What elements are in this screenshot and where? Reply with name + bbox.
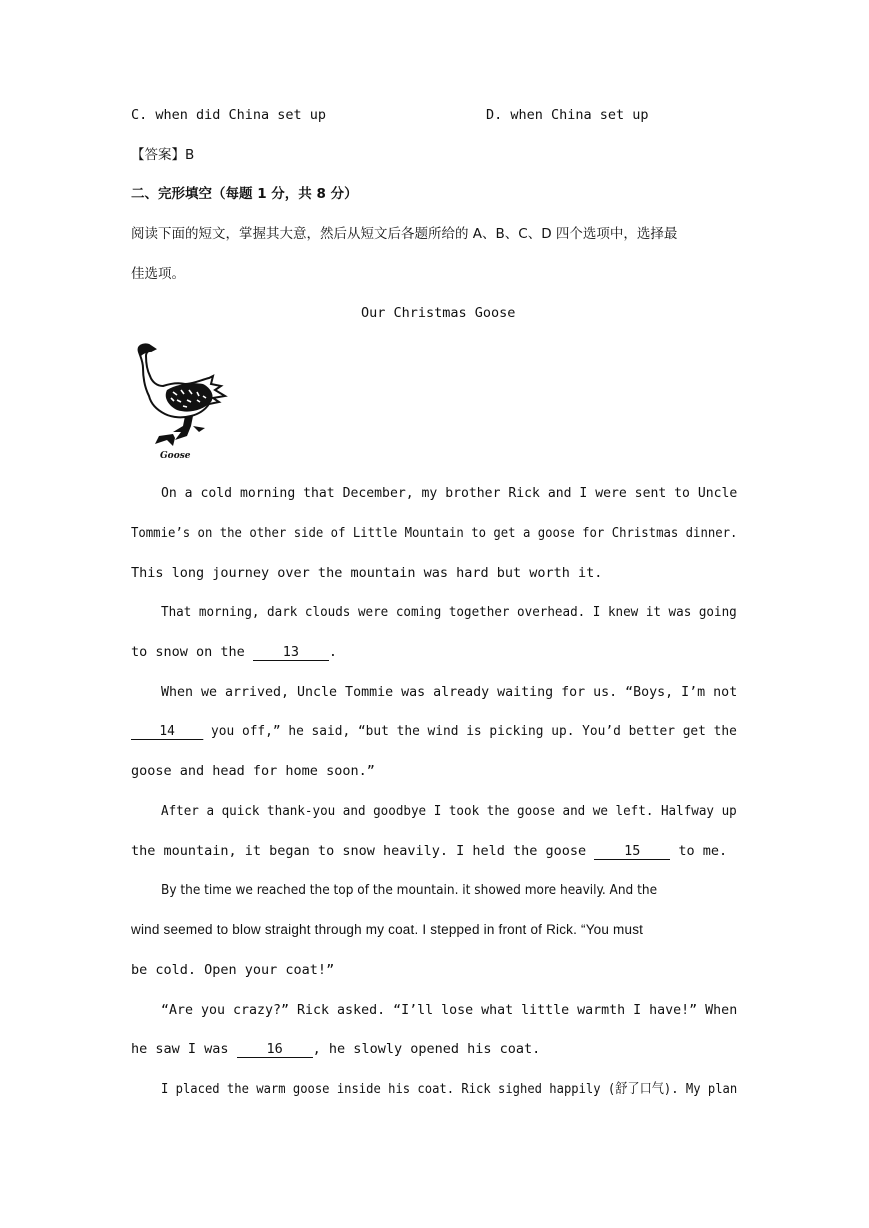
instructions-line-2: 佳选项。	[131, 266, 185, 282]
story-line-7	[131, 721, 737, 741]
blank-15[interactable]: 15	[594, 844, 670, 860]
story-line-15-text: he saw I was	[131, 1041, 237, 1057]
story-line-12: wind seemed to blow straight through my coat. I stepped in front of Rick. “You must	[131, 922, 644, 937]
story-line-15-end: , he slowly opened his coat.	[312, 1041, 541, 1057]
story-line-5-text: to snow on the	[131, 644, 253, 660]
story-line-10	[131, 841, 727, 861]
story-line-13: be cold. Open your coat!”	[131, 962, 335, 978]
story-line-5-end: .	[328, 644, 338, 660]
story-line-9: After a quick thank-you and goodbye I took the goose and we left. Halfway up	[161, 803, 737, 819]
option-d: D. when China set up	[486, 107, 649, 123]
story-line-11: By the time we reached the top of the mountain. it showed more heavily. And the	[161, 882, 658, 898]
goose-illustration	[129, 340, 235, 466]
blank-16[interactable]: 16	[237, 1042, 313, 1058]
story-line-8: goose and head for home soon.”	[131, 763, 375, 779]
story-line-15	[131, 1039, 540, 1059]
story-line-2: Tommie’s on the other side of Little Mountain to get a goose for Christmas dinner.	[131, 525, 738, 541]
story-line-7-text: you off,” he said, “but the wind is picking up. You’d better get the	[203, 723, 737, 739]
blank-14[interactable]: 14	[131, 724, 203, 740]
story-line-4: That morning, dark clouds were coming together overhead. I knew it was going	[161, 604, 737, 620]
story-title: Our Christmas Goose	[361, 305, 516, 321]
story-line-14: “Are you crazy?” Rick asked. “I’ll lose what little warmth I have!” When	[161, 1002, 738, 1018]
story-line-3: This long journey over the mountain was hard but worth it.	[131, 565, 603, 581]
story-line-6: When we arrived, Uncle Tommie was already waiting for us. “Boys, I’m not	[161, 684, 738, 700]
answer-line: 【答案】B	[131, 147, 195, 163]
section-title: 二、完形填空（每题 1 分，共 8 分）	[131, 186, 358, 202]
instructions-line-1: 阅读下面的短文，掌握其大意，然后从短文后各题所给的 A、B、C、D 四个选项中，选择最	[131, 226, 678, 242]
option-c: C. when did China set up	[131, 107, 327, 123]
story-line-5	[131, 642, 337, 662]
goose-caption: Goose	[160, 451, 191, 461]
story-line-10-text: the mountain, it began to snow heavily. I held the goose	[131, 843, 595, 859]
story-line-10-end: to me.	[670, 843, 728, 859]
story-line-1: On a cold morning that December, my brother Rick and I were sent to Uncle	[161, 485, 738, 501]
blank-13[interactable]: 13	[253, 645, 329, 661]
story-line-16: I placed the warm goose inside his coat. Rick sighed happily (舒了口气). My plan	[161, 1081, 738, 1097]
